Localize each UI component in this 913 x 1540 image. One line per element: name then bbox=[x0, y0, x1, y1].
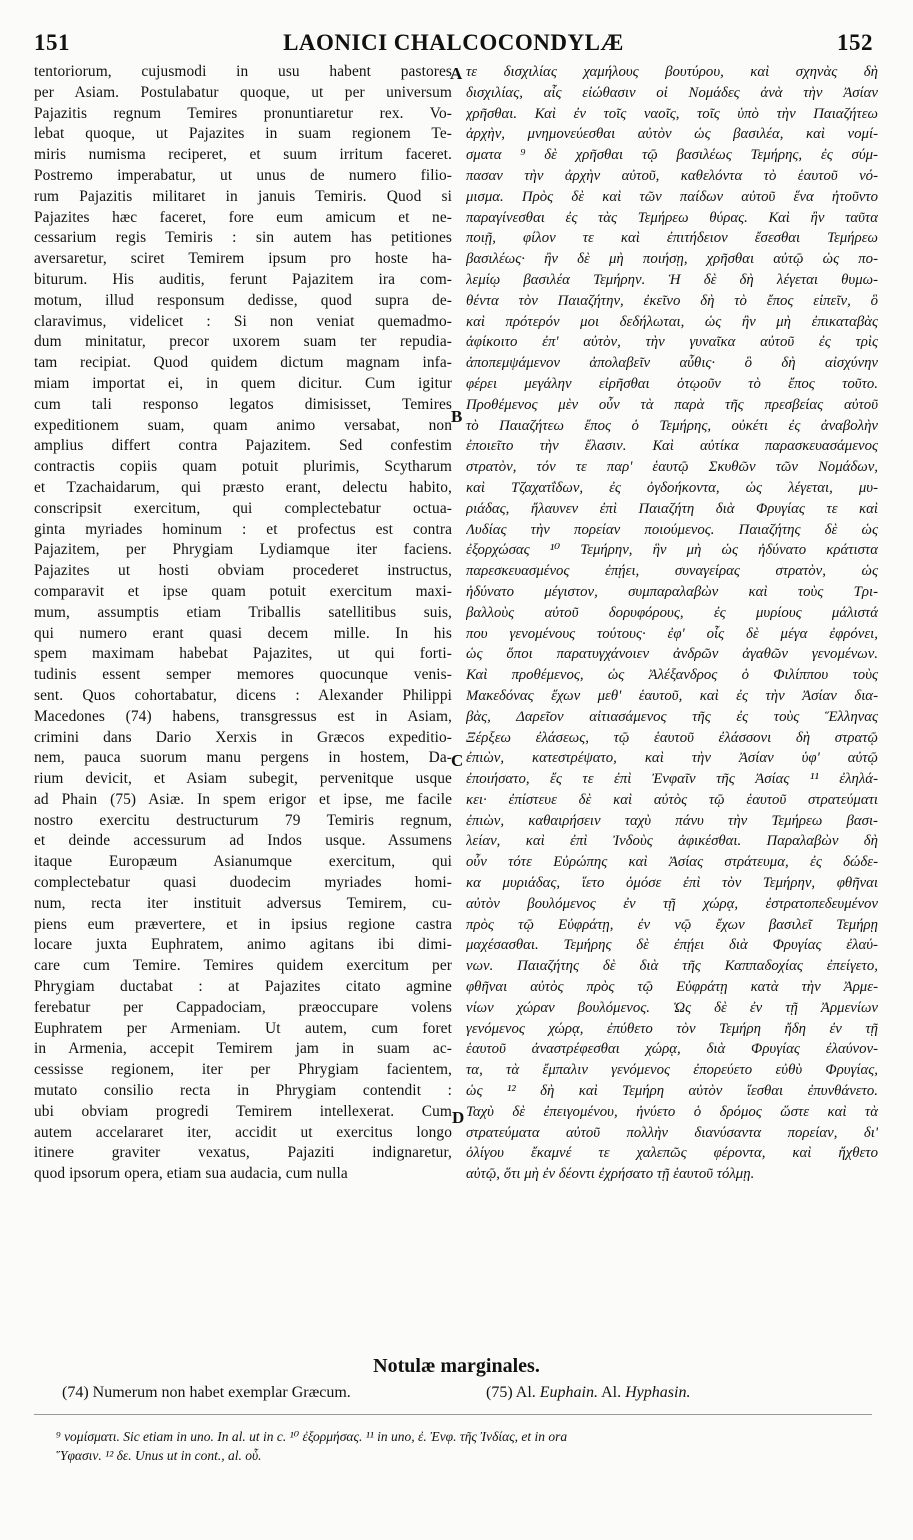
greek-text-line: Καὶ προθέμενος, ὡς Ἀλέξανδρος ὁ Φιλίππου τοὺς bbox=[466, 667, 878, 684]
greek-text-line: τὸ Παιαζήτεω ἔπος ὁ Τεμήρης, οὐκέτι ἐς ἀναβολὴν bbox=[466, 417, 878, 434]
latin-text-line: dum minitatur, precor uxorem suam ter repudia- bbox=[34, 333, 452, 351]
greek-text-line: νων. Παιαζήτης δὲ διὰ τῆς Καππαδοχίας ἐπείγετο, bbox=[466, 958, 878, 975]
latin-text-line: conscripsit exercitum, qui complectebatur octua- bbox=[34, 499, 452, 517]
greek-text-line: νίων χώραν βουλόμενος. Ὡς δὲ ἐν τῇ Ἀρμενίων bbox=[466, 999, 878, 1016]
latin-text-line: ferebatur per Cappadociam, præoccupare volens bbox=[34, 998, 452, 1016]
running-title: LAONICI CHALCOCONDYLÆ bbox=[283, 30, 624, 55]
greek-text-line: λεμίῳ βασιλέα Τεμήρην. Ἡ δὲ δὴ λέγεται θυμω- bbox=[466, 271, 878, 288]
greek-text-line: γενόμενος χώρᾳ, ἐπύθετο τὸν Τεμήρη ἤδη ἐν τῇ bbox=[466, 1020, 878, 1037]
greek-text-line: Μακεδόνας ἔχων μεθ' ἑαυτοῦ, καὶ ἐς τὴν Ἀσίαν δια- bbox=[466, 687, 878, 704]
greek-text-line: ἀρχὴν, μνημονεύεσθαι αὐτὸν ὡς βασιλέα, καὶ νομί- bbox=[466, 126, 878, 143]
greek-text-line: Λυδίας τὴν πορείαν ποιούμενος. Παιαζήτης δὲ ὡς bbox=[466, 521, 878, 538]
latin-text-line: mutato consilio recta in Phrygiam contendit : bbox=[34, 1082, 452, 1100]
greek-text-line: ἠδύνατο μέγιστον, συμπαραλαβὼν καὶ τοὺς Τρι- bbox=[466, 583, 878, 600]
greek-text-line: στρατεύματα αὐτοῦ πολλὴν διανύσαντα πορείαν, δι' bbox=[466, 1124, 878, 1141]
greek-text-line: θέντα τὸν Παιαζήτην, ἐκεῖνο δὴ τὸ ἔπος εἰπεῖν, ὃ bbox=[466, 292, 878, 309]
latin-text-line: miris numisma reciperet, et suum irritum faceret. bbox=[34, 146, 452, 164]
greek-text-line: ριάδας, ἤλαυνεν ἐπὶ Παιαζήτη διὰ Φρυγίας τε καὶ bbox=[466, 500, 878, 517]
latin-text-line: Pajazites ut hosti obviam procederet instructus, bbox=[34, 562, 452, 580]
footnote-rule bbox=[34, 1414, 872, 1415]
latin-text-line: num, recta iter instituit adversus Temirem, cu- bbox=[34, 894, 452, 912]
latin-text-line: cum tali responso legatos dimisisset, Temires bbox=[34, 395, 452, 413]
greek-text-line: αὐτῷ, ὅτι μὴ ἐν δέοντι ἐχρήσατο τῇ ἑαυτοῦ τόλμῃ. bbox=[466, 1166, 755, 1183]
note-75 bbox=[486, 1384, 690, 1402]
latin-text-line: ginta myriades hominum : et profectus est contra bbox=[34, 520, 452, 538]
latin-text-line: ad Phain (75) Asiæ. In spem erigor et ipse, me facile bbox=[34, 790, 452, 808]
greek-text-line: πασαν τὴν ἀρχὴν αὐτοῦ, καθελόντα τὸ ἑαυτοῦ νό- bbox=[466, 167, 878, 184]
greek-text-line: βασιλέως· ἢν δὲ μὴ ποιήσῃ, χρῆσθαι αὐτῷ ὡς πο- bbox=[466, 251, 878, 268]
greek-text-line: ἐπιὼν, καθαιρήσειν ταχὺ πάνυ τὴν Τεμήρεω βασι- bbox=[466, 812, 878, 829]
latin-text-line: spem maximam habebat Pajazites, ut qui forti- bbox=[34, 645, 452, 663]
greek-text-line: αὐτὸν βουλόμενος ἐν τῇ χώρᾳ, ἐστρατοπεδευμένον bbox=[466, 895, 878, 912]
latin-text-line: tudinis essent semper memores quocunque venis- bbox=[34, 666, 452, 684]
latin-text-line: ubi obviam progredi Temirem intellexerat. Cum bbox=[34, 1102, 452, 1120]
margin-marker-d: D bbox=[452, 1108, 465, 1127]
latin-text-line: comparavit et ipse quam potuit exercitum maxi- bbox=[34, 582, 452, 600]
greek-text-line: Προθέμενος μὲν οὖν τὰ παρὰ τῆς πρεσβείας αὐτοῦ bbox=[466, 396, 878, 413]
greek-text-line: οὖν τότε Εὐρώπης καὶ Ἀσίας στράτευμα, ἐς δώδε- bbox=[466, 854, 878, 871]
greek-text-line: κει· ἐπίστευε δὲ καὶ αὐτὸς τῷ ἑαυτοῦ στρατεύματι bbox=[466, 791, 878, 808]
latin-text-line: aversaretur, sciret Temirem ipsum pro hoste ha- bbox=[34, 250, 452, 268]
greek-text-line: ἑαυτοῦ ἀναστρέφεσθαι χώρᾳ, διὰ Φρυγίας ἐλαύνον- bbox=[466, 1041, 878, 1058]
latin-text-line: per Asiam. Postulabatur quoque, ut per universum bbox=[34, 83, 452, 101]
greek-text-line: βαλλοὺς αὐτοῦ δορυφόρους, ἐς μυρίους μάλιστά bbox=[466, 604, 878, 621]
greek-text-line: που γενομένους τούτους· ἐφ' οἷς δὲ μέγα ἐφρόνει, bbox=[466, 625, 878, 642]
latin-text-line: et Tzachaidarum, qui præsto erant, delectu habito, bbox=[34, 478, 452, 496]
latin-text-line: in Armenia, accepit Temirem jam in suam ac- bbox=[34, 1040, 452, 1058]
greek-text-line: σματα ⁹ δὲ χρῆσθαι τῷ βασιλέως Τεμήρης, ἐς σύμ- bbox=[466, 147, 878, 164]
greek-text-line: δισχιλίας, αἷς εἰώθασιν οἱ Νομάδες ἀνὰ τὴν Ἀσίαν bbox=[466, 84, 878, 101]
latin-text-line: quod ipsorum opera, etiam sua audacia, cum nulla bbox=[34, 1165, 348, 1183]
greek-text-line: ὀλίγου ἔκαμνέ τε χαλεπῶς φέροντα, καὶ ἤχθετο bbox=[466, 1145, 878, 1162]
greek-text-line: Ταχὺ δὲ ἐπειγομένου, ἠνύετο ὁ δρόμος ὥστε καὶ τὰ bbox=[466, 1103, 878, 1120]
greek-text-line: φθῆναι αὐτὸς πρὸς τῷ Εὐφράτῃ κατὰ τὴν Ἀρμε- bbox=[466, 979, 878, 996]
greek-text-line: ποιῇ, φίλον τε καὶ ἐπιτήδειον ἔσεσθαι Τεμήρεω bbox=[466, 230, 878, 247]
latin-text-line: motum, illud responsum dedisse, quod supra de- bbox=[34, 291, 452, 309]
page-number-right: 152 bbox=[837, 30, 873, 55]
latin-text-line: piens eum prævertere, et in ipsius regione castra bbox=[34, 915, 452, 933]
greek-text-line: τα, τὰ ἔμπαλιν γενόμενος ἐπορεύετο εὐθὺ Φρυγίας, bbox=[466, 1062, 878, 1079]
latin-text-line: autem accelararet iter, accidit ut exercitus longo bbox=[34, 1123, 452, 1141]
latin-text-line: tam recipiat. Quod quidem dictum magnam infa- bbox=[34, 354, 452, 372]
latin-text-line: et deinde accessurum ad Indos usque. Assumens bbox=[34, 832, 452, 850]
greek-text-line: Ξέρξεω ἐλάσεως, τῷ ἑαυτοῦ ἐλάσσονι δὴ στρατῷ bbox=[466, 729, 878, 746]
greek-text-line: ἐξορχώσας ¹⁰ Τεμήρην, ἣν μὴ ὡς ἠδύνατο κράτιστα bbox=[466, 542, 878, 559]
latin-text-line: amplius differt contra Pajazitem. Sed confestim bbox=[34, 437, 452, 455]
greek-text-line: παρεσκευασμένος ἐπῄει, συναγείρας στρατὸν, ὡς bbox=[466, 563, 878, 580]
latin-text-line: mum, assumptis etiam Triballis satellitibus suis, bbox=[34, 603, 452, 621]
latin-text-line: complectebatur quasi duodecim myriades homi- bbox=[34, 874, 452, 892]
latin-text-line: miam importat ei, in quem dicitur. Cum igitur bbox=[34, 374, 452, 392]
latin-text-line: qui numero erant quasi decem mille. In his bbox=[34, 624, 452, 642]
latin-text-line: Postremo imperabatur, ut unus de numero filio- bbox=[34, 166, 452, 184]
greek-text-line: φέρει μεγάλην εἰρῆσθαι ὁτῳοῦν τὸ ἔπος τοῦτο. bbox=[466, 375, 878, 392]
greek-column bbox=[466, 62, 878, 1352]
notes-heading: Notulæ marginales. bbox=[373, 1355, 540, 1377]
footnote-line-2: Ὕφασιν. ¹² δε. Unus ut in cont., al. οὗ. bbox=[56, 1448, 262, 1463]
latin-text-line: expeditionem suam, quam animo versabat, non bbox=[34, 416, 452, 434]
latin-text-line: rum Pajazitis militaret in januis Temiris. Quod si bbox=[34, 187, 452, 205]
greek-text-line: χρῆσθαι. Καὶ ἐν τοῖς ναοῖς, τοῖς ὑπὸ τὴν Παιαζήτεω bbox=[466, 105, 878, 122]
greek-text-line: λείαν, καὶ ἐπὶ Ἰνδοὺς ἀφικέσθαι. Παραλαβὼν δὴ bbox=[466, 833, 878, 850]
latin-text-line: Macedones (74) habens, transgressus est in Asiam, bbox=[34, 707, 452, 725]
latin-text-line: biturum. His auditis, ferunt Pajazitem ira com- bbox=[34, 270, 452, 288]
greek-text-line: πρὸς τῷ Εὐφράτῃ, ἐν νῷ ἔχων βασιλεῖ Τεμήρῃ bbox=[466, 916, 878, 933]
greek-text-line: ἀποπεμψάμενον ἀπολαβεῖν αὖθις· ὃ δὴ αἰσχύνην bbox=[466, 355, 878, 372]
latin-text-line: Pajazitem, per Phrygiam Lydiamque iter faciens. bbox=[34, 541, 452, 559]
page-number-left: 151 bbox=[34, 30, 70, 55]
latin-text-line: contractis copiis quam potuit plurimis, Scytharum bbox=[34, 458, 452, 476]
note-74: (74) Numerum non habet exemplar Græcum. bbox=[62, 1384, 351, 1401]
latin-column bbox=[34, 62, 452, 1352]
footnote-line-1: ⁹ νομίσματι. Sic etiam in uno. In al. ut in c. ¹⁰ ἐξορμήσας. ¹¹ in uno, ἐ. Ἐνφ. τῆς Ἰνδίας, et in ora bbox=[56, 1429, 568, 1444]
latin-text-line: lebat quoque, ut Pajazites in suam regionem Te- bbox=[34, 125, 452, 143]
latin-text-line: crimini dans Dario Xerxis in Græcos expeditio- bbox=[34, 728, 452, 746]
latin-text-line: cessarium regis Temiris : sin autem has petitiones bbox=[34, 229, 452, 247]
latin-text-line: rium devicit, et Asiam subegit, pervenitque usque bbox=[34, 770, 452, 788]
greek-text-line: παραγίνεσθαι ἐς τὰς Τεμήρεω θύρας. Καὶ ἢν ταῦτα bbox=[466, 209, 878, 226]
latin-text-line: care cum Temire. Temires quidem exercitum per bbox=[34, 957, 452, 975]
margin-marker-c: C bbox=[451, 751, 464, 770]
greek-text-line: ὡς ¹² δὴ καὶ Τεμήρη αὐτὸν ἴεσθαι ἐπυνθάνετο. bbox=[466, 1083, 878, 1100]
greek-text-line: ἐποιήσατο, ἔς τε ἐπὶ Ἐνφαῖν τῆς Ἀσίας ¹¹ ἐληλά- bbox=[466, 771, 878, 788]
margin-marker-a: A bbox=[450, 64, 463, 83]
latin-text-line: Pajazitis regnum Temires pronuntiaretur rex. Vo- bbox=[34, 104, 452, 122]
greek-text-line: στρατὸν, τόν τε παρ' ἑαυτῷ Σκυθῶν τῶν Νομάδων, bbox=[466, 459, 878, 476]
latin-text-line: Phrygiam ductabat : at Pajazites citato agmine bbox=[34, 978, 452, 996]
marginal-notes bbox=[34, 1384, 873, 1408]
page-header bbox=[34, 30, 873, 62]
note-75-label: (75) Al. bbox=[486, 1384, 536, 1401]
latin-text-line: claravimus, videlicet : Si non veniat quemadmo- bbox=[34, 312, 452, 330]
latin-text-line: cessisse regionem, iter per Phrygiam facientem, bbox=[34, 1061, 452, 1079]
note-75-mid: Al. bbox=[601, 1384, 622, 1401]
latin-text-line: Pajazites hæc faceret, fore eum amicum et ne- bbox=[34, 208, 452, 226]
latin-text-line: Euphratem per Armeniam. Ut autem, cum foret bbox=[34, 1019, 452, 1037]
greek-text-line: καὶ πρότερόν μοι δεδήλωται, ὡς ἢν μὴ ἐπικαταβὰς bbox=[466, 313, 878, 330]
latin-text-line: locare juxta Euphratem, animo agitans ibi dimi- bbox=[34, 936, 452, 954]
greek-text-line: ἀφίκοιτο ἐπ' αὐτὸν, τὴν γυναῖκα αὐτοῦ ἐς τρὶς bbox=[466, 334, 878, 351]
latin-text-line: sent. Quos cohortabatur, dicens : Alexander Philippi bbox=[34, 686, 452, 704]
greek-text-line: ὡς ὅποι παρατυγχάνοιεν ἀνδρῶν ἀγαθῶν γενομένων. bbox=[466, 646, 878, 663]
latin-text-line: nem, pauca suorum manu pergens in hostem, Da- bbox=[34, 749, 452, 767]
latin-text-line: itinere graviter vexatus, Pajaziti indignaretur, bbox=[34, 1144, 452, 1162]
note-75-variant-b: Hyphasin. bbox=[625, 1384, 691, 1401]
greek-text-line: ἐπιὼν, κατεστρέψατο, καὶ τὴν Ἀσίαν ὑφ' αὐτῷ bbox=[466, 750, 878, 767]
note-75-variant-a: Euphain. bbox=[539, 1384, 598, 1401]
greek-text-line: μισμα. Πρὸς δὲ καὶ τῶν παίδων αὐτοῦ ἕνα ἠτοῦντο bbox=[466, 188, 878, 205]
latin-text-line: tentoriorum, cujusmodi in usu habent pastores bbox=[34, 63, 452, 80]
greek-text-line: μαχέσασθαι. Τεμήρης δὲ ἐπῄει διὰ Φρυγίας ἐλαύ- bbox=[466, 937, 878, 954]
greek-text-line: κα μυριάδας, ἵετο ὁμόσε ἐπὶ τὸν Τεμήρην, φθῆναι bbox=[466, 875, 878, 892]
greek-text-line: καὶ Τζαχατΐδων, ἐς ὀγδοήκοντα, ὡς λέγεται, μυ- bbox=[466, 479, 878, 496]
latin-text-line: nostro exercitu destructurum 79 Temiris regnum, bbox=[34, 811, 452, 829]
greek-text-line: ἐποιεῖτο τὴν ἔλασιν. Καὶ αὐτίκα παρασκευασάμενος bbox=[466, 438, 878, 455]
margin-marker-b: B bbox=[451, 407, 463, 426]
latin-text-line: itaque Europæum Asianumque exercitum, qui bbox=[34, 853, 452, 871]
greek-text-line: τε δισχιλίας χαμήλους βουτύρου, καὶ σχηνὰς δὴ bbox=[466, 64, 878, 80]
greek-text-line: βὰς, Δαρεῖον αἰτιασάμενος τῆς ἐς τοὺς Ἕλληνας bbox=[466, 708, 878, 725]
